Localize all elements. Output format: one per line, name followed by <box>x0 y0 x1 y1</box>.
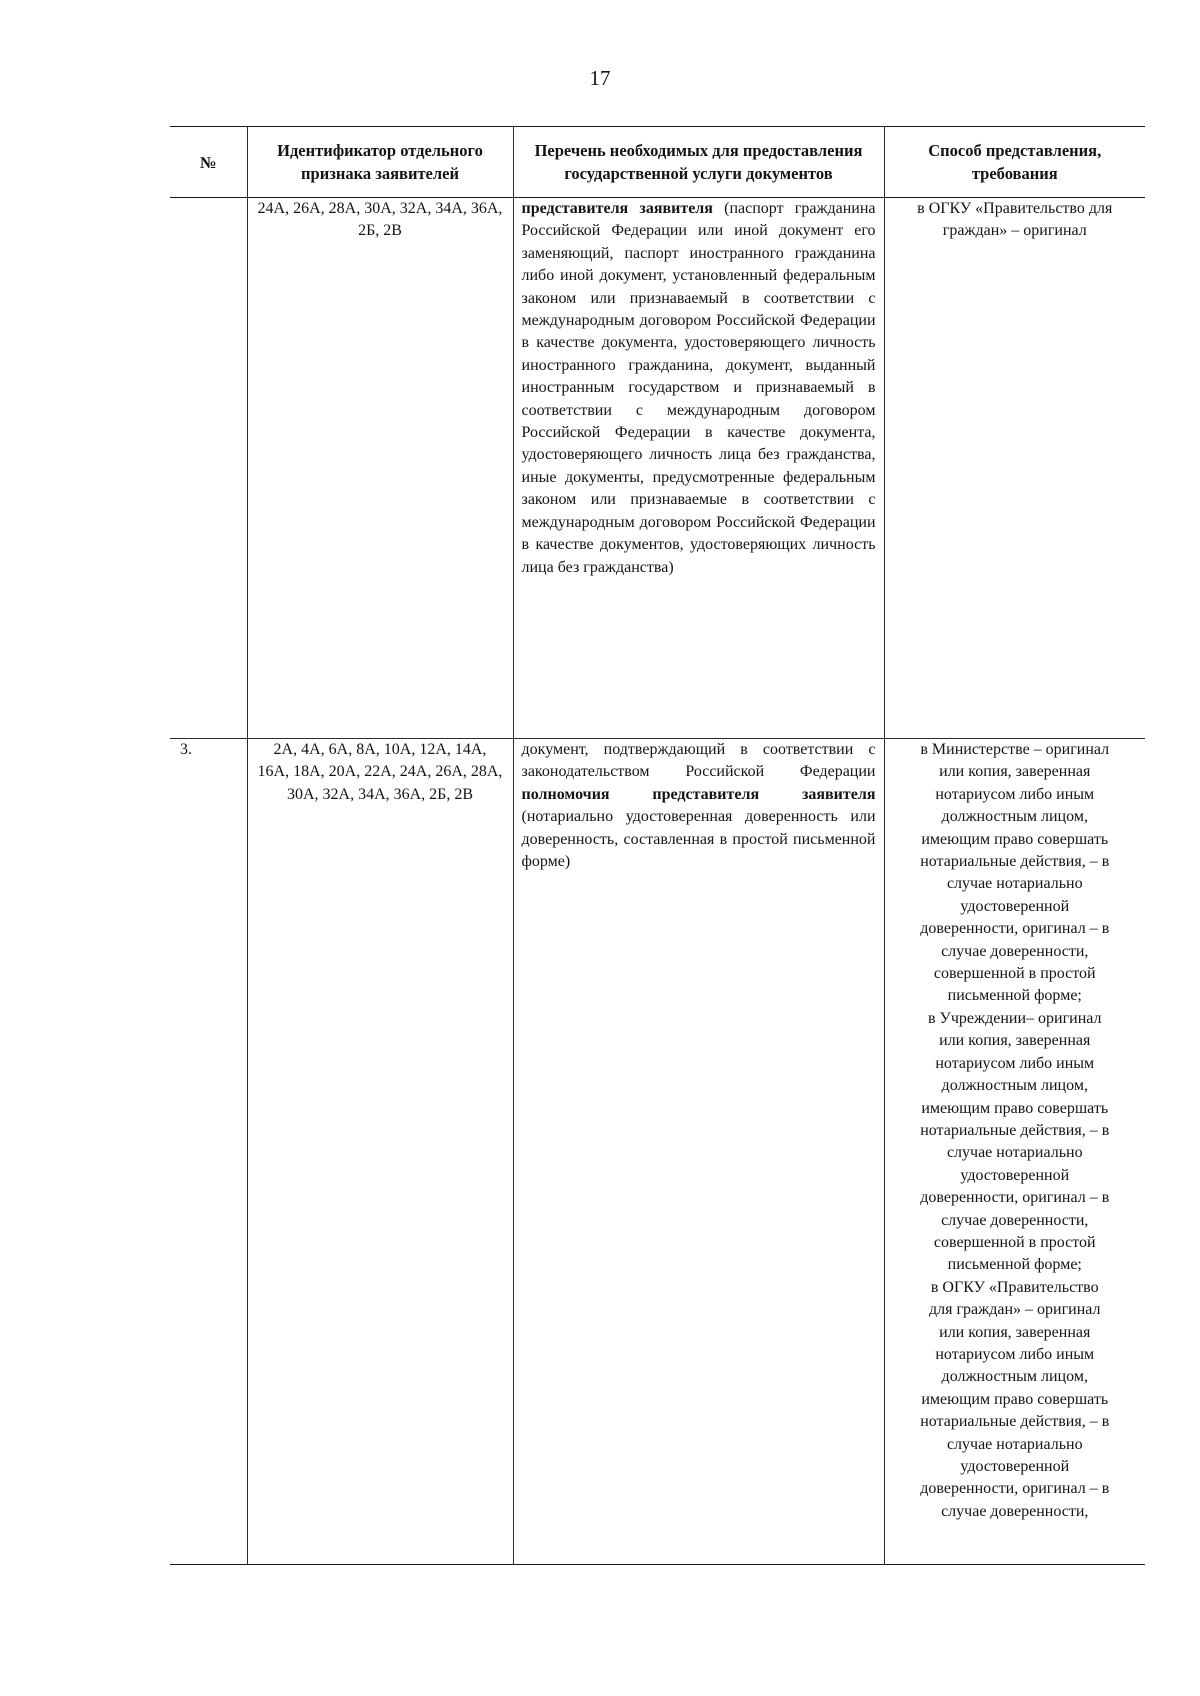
method-line: нотариусом либо иным <box>935 1345 1095 1363</box>
applicant-identifiers: 2А, 4А, 6А, 8А, 10А, 12А, 14А, 16А, 18А, 20А, 22А, 24А, 26А, 28А, 30А, 32А, 34А, 36А, 2Б, 2В <box>247 739 513 1565</box>
header-documents: Перечень необходимых для предоставления государственной услуги документов <box>513 127 884 198</box>
document-description: (паспорт гражданина Российской Федерации или иной документ его заменяющий, паспорт иностранного гражданина либо иной документ, установленный федеральным законом или признаваемый в соответствии с международным договором Российской Федерации в качестве документа, удостоверяющего личность иностранного гражданина, документ, выданный иностранным государством и признаваемый в соответствии с международным договором Российской Федерации в качестве документа, удостоверяющего личность лица без гражданства, иные документы, предусмотренные федеральным законом или признаваемые в соответствии с международным договором Российской Федерации в качестве документов, удостоверяющих личность лица без гражданства) <box>521 200 876 576</box>
method-line: удостоверенной <box>960 1458 1070 1475</box>
method-line: удостоверенной <box>960 1166 1070 1184</box>
required-documents <box>513 739 884 1565</box>
header-method: Способ представления, требования <box>884 127 1145 198</box>
document-title: полномочия представителя заявителя <box>521 785 876 803</box>
method-line: случае доверенности, <box>941 1211 1089 1229</box>
method-line: случае нотариально <box>946 875 1083 893</box>
method-line: совершенной в простой <box>933 965 1096 983</box>
page-number: 17 <box>589 66 611 90</box>
method-line: доверенности, оригинал – в <box>920 1189 1110 1207</box>
document-description-pre: документ, подтверждающий в соответствии с законодательством Российской Федерации <box>521 741 876 781</box>
applicant-identifiers: 24А, 26А, 28А, 30А, 32А, 34А, 36А, 2Б, 2В <box>247 198 513 739</box>
header-num: № <box>170 127 247 198</box>
method-line: в Министерстве – оригинал <box>920 741 1110 758</box>
method-line: доверенности, оригинал – в <box>920 1480 1110 1498</box>
method-line: случае нотариально <box>946 1144 1083 1162</box>
method-line: письменной форме; <box>947 1256 1082 1274</box>
documents-table <box>170 126 1145 1565</box>
method-line: нотариальные действия, – в <box>920 853 1110 871</box>
row-number <box>170 198 247 739</box>
method-line: нотариусом либо иным <box>935 1054 1095 1072</box>
method-line: нотариальные действия, – в <box>920 1413 1110 1431</box>
method-line: нотариальные действия, – в <box>920 1121 1110 1139</box>
method-line: имеющим право совершать <box>921 1099 1109 1117</box>
method-line: случае доверенности, <box>941 942 1089 960</box>
method-line: в ОГКУ «Правительство <box>930 1278 1099 1296</box>
method-line: или копия, заверенная <box>939 1032 1091 1050</box>
method-line: доверенности, оригинал – в <box>920 920 1110 938</box>
method-line: удостоверенной <box>960 897 1070 915</box>
table-header <box>170 127 1145 198</box>
submission-method <box>884 739 1145 1565</box>
method-line: для граждан» – оригинал <box>929 1301 1101 1319</box>
method-line: в Учреждении– оригинал <box>928 1009 1102 1027</box>
method-line: случае доверенности, <box>941 1502 1089 1520</box>
header-identifier: Идентификатор отдельного признака заявителей <box>247 127 513 198</box>
method-line: должностным лицом, <box>941 1368 1088 1386</box>
method-line: должностным лицом, <box>941 1077 1088 1095</box>
method-line: случае нотариально <box>946 1435 1083 1453</box>
submission-method: в ОГКУ «Правительство для граждан» – оригинал <box>884 198 1145 739</box>
method-line: нотариусом либо иным <box>935 785 1095 803</box>
method-line: имеющим право совершать <box>921 830 1109 848</box>
table-row <box>170 198 1145 739</box>
method-line: имеющим право совершать <box>921 1390 1109 1408</box>
method-line: совершенной в простой <box>933 1233 1096 1251</box>
method-line: или копия, заверенная <box>939 763 1091 781</box>
table-row <box>170 739 1145 1565</box>
row-number: 3. <box>170 739 247 1565</box>
method-line: или копия, заверенная <box>939 1323 1091 1341</box>
document-title: представителя заявителя <box>521 200 713 217</box>
required-documents <box>513 198 884 739</box>
method-line: должностным лицом, <box>941 808 1088 826</box>
document-description-post: (нотариально удостоверенная доверенность или доверенность, составленная в простой письменной форме) <box>521 808 876 871</box>
method-line: письменной форме; <box>947 987 1082 1005</box>
